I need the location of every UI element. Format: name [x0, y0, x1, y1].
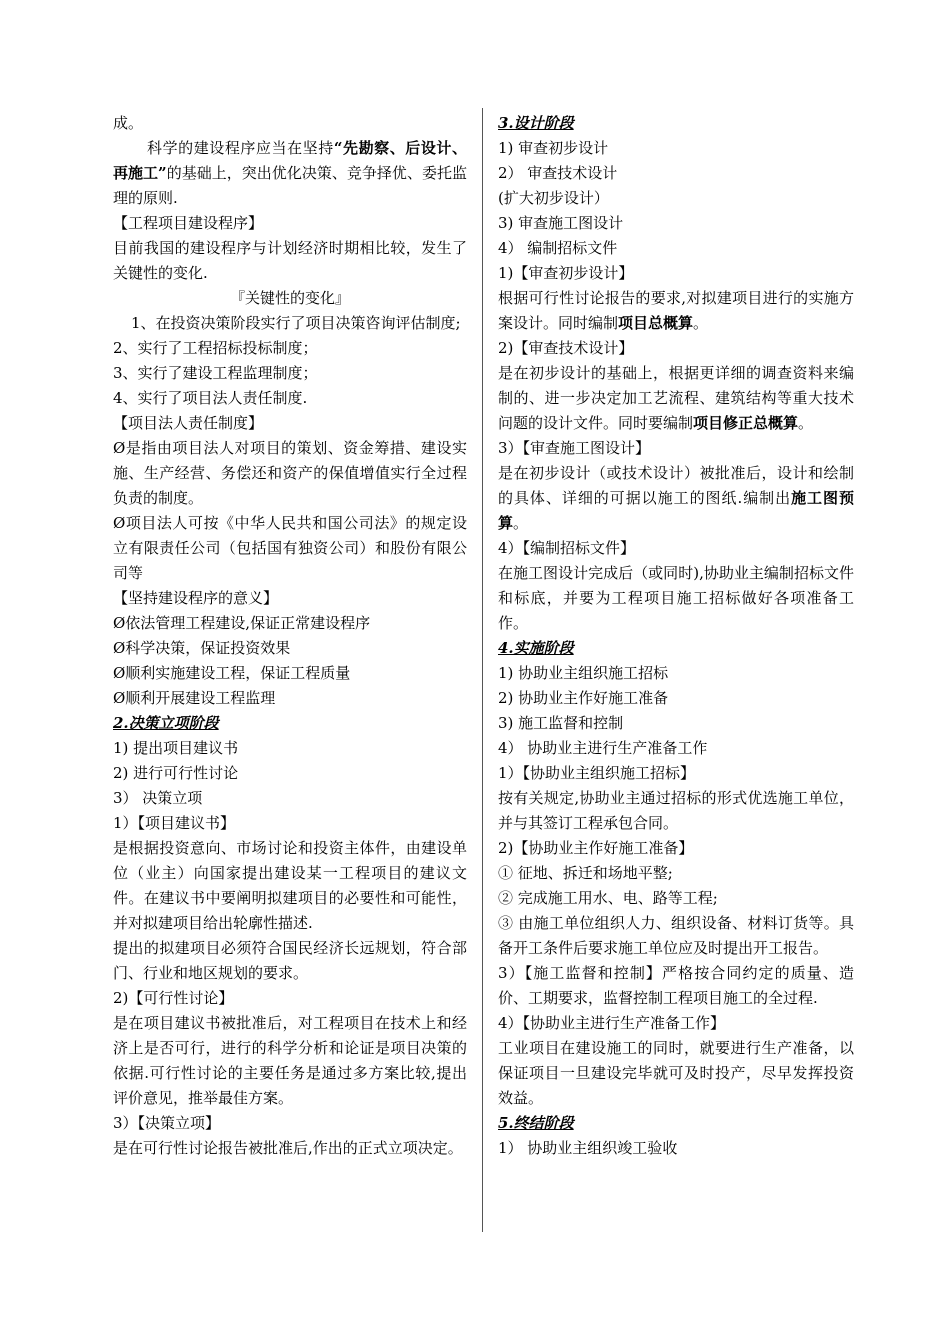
- list-item: 2、实行了工程招标投标制度；: [113, 339, 318, 357]
- list-item: ② 完成施工用水、电、路等工程;: [498, 889, 718, 907]
- section-heading: 3）【施工监督和控制】: [498, 964, 663, 982]
- list-item: 1) 审查初步设计: [498, 139, 609, 157]
- list-item: 2) 进行可行性讨论: [113, 764, 239, 782]
- paragraph: 是在可行性讨论报告被批准后,作出的正式立项决定。: [113, 1139, 463, 1157]
- bold-text: 项目修正总概算: [693, 414, 799, 432]
- list-item: Ø顺利实施建设工程，保证工程质量: [113, 664, 351, 682]
- bold-text: 项目总概算: [618, 314, 694, 332]
- paragraph: 在施工图设计完成后（或同时),协助业主编制招标文件和标底，并要为工程项目施工招标做好各项准备工作。: [498, 564, 854, 632]
- list-item: (扩大初步设计）: [498, 189, 609, 207]
- stage-heading: 4.实施阶段: [498, 639, 574, 657]
- section-heading: 4）【协助业主进行生产准备工作】: [498, 1014, 726, 1032]
- paragraph: [498, 961, 854, 1011]
- list-item: 2） 审查技术设计: [498, 164, 618, 182]
- paragraph: 是根据投资意向、市场讨论和投资主体件，由建设单位（业主）向国家提出建设某一工程项目的建议文件。在建议书中要阐明拟建项目的必要性和可能性，并对拟建项目给出轮廓性描述.: [113, 839, 467, 932]
- list-item: 4、实行了项目法人责任制度.: [113, 389, 308, 407]
- bold-text: 施工图预算: [498, 489, 854, 532]
- text: 是在初步设计（或技术设计）被批准后，设计和绘制的具体、详细的可据以施工的图纸.编制出: [498, 464, 854, 507]
- list-item: Ø科学决策，保证投资效果: [113, 639, 291, 657]
- paragraph: [498, 461, 854, 536]
- section-heading: 1)【审查初步设计】: [498, 264, 634, 282]
- section-heading: 2)【协助业主作好施工准备】: [498, 839, 694, 857]
- text: 。: [798, 414, 814, 432]
- stage-heading: 3.设计阶段: [498, 114, 574, 132]
- column-divider: [482, 108, 483, 1232]
- paragraph: 提出的拟建项目必须符合国民经济长远规划，符合部门、行业和地区规划的要求。: [113, 939, 467, 982]
- paragraph: 工业项目在建设施工的同时，就要进行生产准备，以保证项目一旦建设完毕就可及时投产，尽早发挥投资效益。: [498, 1039, 854, 1107]
- list-item: 1） 协助业主组织竣工验收: [498, 1139, 678, 1157]
- section-heading: 1）【协助业主组织施工招标】: [498, 764, 696, 782]
- list-item: 3) 施工监督和控制: [498, 714, 624, 732]
- list-item: ① 征地、拆迁和场地平整;: [498, 864, 673, 882]
- left-column: [113, 111, 467, 1161]
- list-item: 4） 协助业主进行生产准备工作: [498, 739, 708, 757]
- text: 严格按合同约定的质量、造价、工期要求，监督控制工程项目施工的全过程.: [498, 964, 854, 1007]
- list-item: Ø依法管理工程建设,保证正常建设程序: [113, 614, 371, 632]
- paragraph: 按有关规定,协助业主通过招标的形式优选施工单位，并与其签订工程承包合同。: [498, 789, 854, 832]
- paragraph: [113, 136, 467, 211]
- section-heading: 【坚持建设程序的意义】: [113, 589, 279, 607]
- paragraph: 目前我国的建设程序与计划经济时期相比较，发生了关键性的变化.: [113, 239, 467, 282]
- section-heading: 4）【编制招标文件】: [498, 539, 636, 557]
- paragraph: 是在项目建议书被批准后，对工程项目在技术上和经济上是否可行，进行的科学分析和论证是项目决策的依据.可行性讨论的主要任务是通过多方案比较,提出评价意见，推举最佳方案。: [113, 1014, 467, 1107]
- text: 。: [513, 514, 529, 532]
- section-heading: 2)【审查技术设计】: [498, 339, 634, 357]
- section-heading: 【项目法人责任制度】: [113, 414, 264, 432]
- text: 的基础上，突出优化决策、竞争择优、委托监理的原则.: [113, 164, 467, 207]
- paragraph: [498, 286, 854, 336]
- list-item: 1) 提出项目建议书: [113, 739, 239, 757]
- bullet-paragraph: Ø项目法人可按《中华人民共和国公司法》的规定设立有限责任公司（包括国有独资公司）和股份有限公司等: [113, 514, 467, 582]
- text: 是在初步设计的基础上，根据更详细的调查资料来编制的、进一步决定加工艺流程、建筑结构等重大技术问题的设计文件。同时要编制: [498, 364, 854, 432]
- list-item: 3） 决策立项: [113, 789, 203, 807]
- section-heading: 1）【项目建议书】: [113, 814, 236, 832]
- list-item: ③ 由施工单位组织人力、组织设备、材料订货等。具备开工条件后要求施工单位应及时提出开工报告。: [498, 914, 854, 957]
- text: 科学的建设程序应当在坚持: [147, 139, 334, 157]
- list-item: 2) 协助业主作好施工准备: [498, 689, 669, 707]
- subheading: 『关键性的变化』: [229, 289, 350, 307]
- paragraph: 成。: [113, 114, 144, 132]
- paragraph: [498, 361, 854, 436]
- section-heading: 2)【可行性讨论】: [113, 989, 234, 1007]
- section-heading: 3）【审查施工图设计】: [498, 439, 651, 457]
- section-heading: 【工程项目建设程序】: [113, 214, 264, 232]
- section-heading: 3）【决策立项】: [113, 1114, 221, 1132]
- stage-heading: 2.决策立项阶段: [113, 714, 219, 732]
- bullet-paragraph: Ø是指由项目法人对项目的策划、资金筹措、建设实施、生产经营、务偿还和资产的保值增值实行全过程负责的制度。: [113, 439, 467, 507]
- stage-heading: 5.终结阶段: [498, 1114, 574, 1132]
- list-item: Ø顺利开展建设工程监理: [113, 689, 276, 707]
- right-column: [498, 111, 854, 1161]
- list-item: 3、实行了建设工程监理制度；: [113, 364, 318, 382]
- text: 根据可行性讨论报告的要求,对拟建项目进行的实施方案设计。同时编制: [498, 289, 854, 332]
- text: 。: [693, 314, 709, 332]
- list-item: 1) 协助业主组织施工招标: [498, 664, 669, 682]
- list-item: 3) 审查施工图设计: [498, 214, 624, 232]
- list-item: 1、在投资决策阶段实行了项目决策咨询评估制度;: [131, 314, 461, 332]
- bold-text: “先勘察、后设计、再施工”: [113, 139, 467, 182]
- list-item: 4） 编制招标文件: [498, 239, 618, 257]
